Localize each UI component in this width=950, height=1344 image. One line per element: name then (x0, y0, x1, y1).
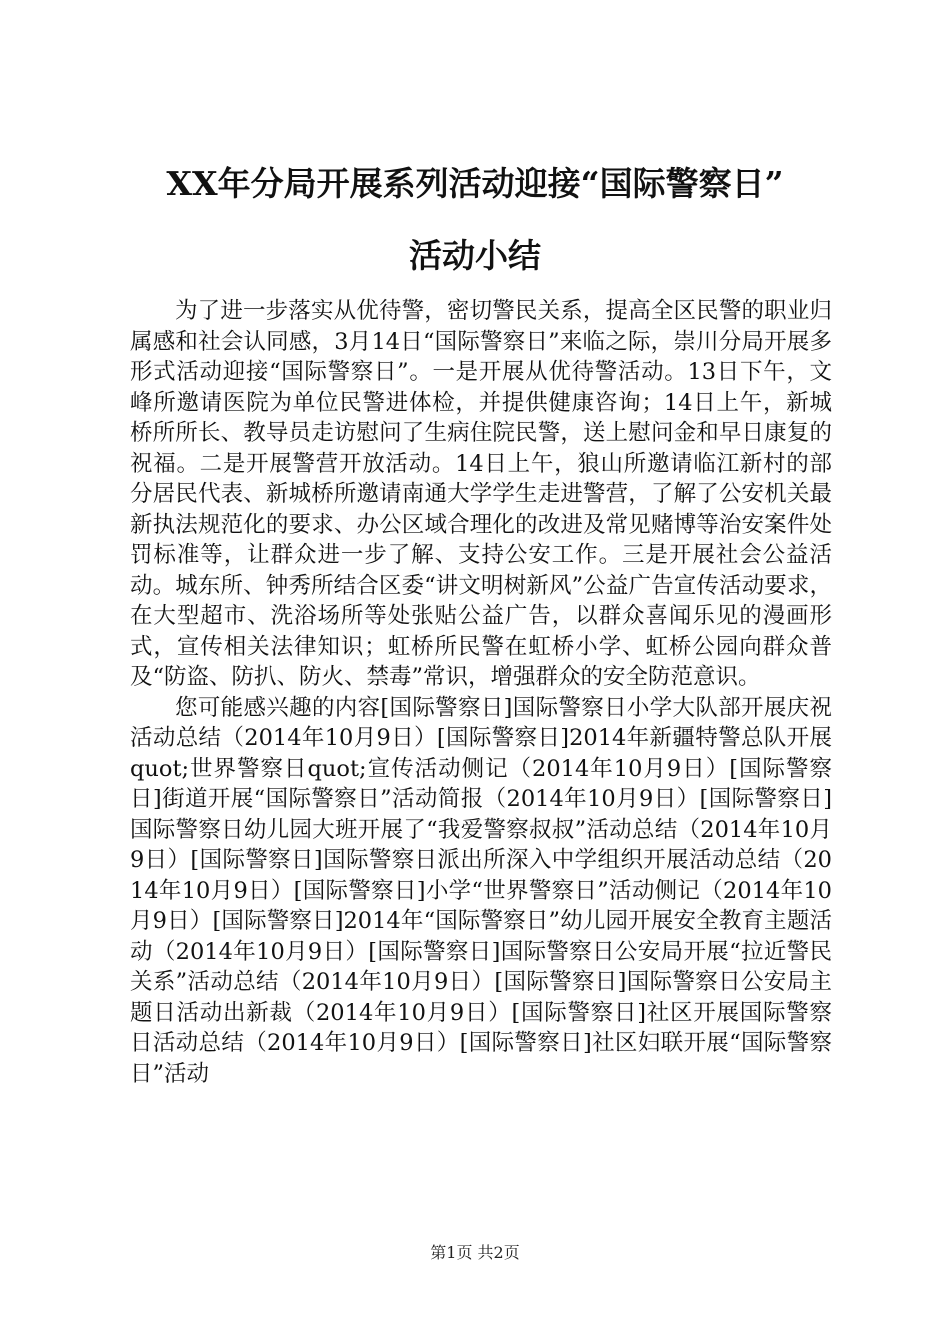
paragraph-2: 您可能感兴趣的内容[国际警察日]国际警察日小学大队部开展庆祝活动总结（2014年10月9日）[国际警察日]2014年新疆特警总队开展quot;世界警察日quot;宣传活动侧记（2014年10月9日）[国际警察日]街道开展“国际警察日”活动简报（2014年10月9日）[国际警察日]国际警察日幼儿园大班开展了“我爱警察叔叔”活动总结（2014年10月9日）[国际警察日]国际警察日派出所深入中学组织开展活动总结（2014年10月9日）[国际警察日]小学“世界警察日”活动侧记（2014年10月9日）[国际警察日]2014年“国际警察日”幼儿园开展安全教育主题活动（2014年10月9日）[国际警察日]国际警察日公安局开展“拉近警民关系”活动总结（2014年10月9日）[国际警察日]国际警察日公安局主题日活动出新裁（2014年10月9日）[国际警察日]社区开展国际警察日活动总结（2014年10月9日）[国际警察日]社区妇联开展“国际警察日”活动 (130, 694, 832, 1087)
page-footer: 第1页 共2页 (430, 1243, 520, 1262)
document-body (130, 296, 832, 1089)
document-title-line1: XX年分局开展系列活动迎接“国际警察日” (166, 164, 784, 203)
document-title-line2: 活动小结 (409, 236, 541, 275)
paragraph-1: 为了进一步落实从优待警，密切警民关系，提高全区民警的职业归属感和社会认同感，3月14日“国际警察日”来临之际，崇川分局开展多形式活动迎接“国际警察日”。一是开展从优待警活动。13日下午，文峰所邀请医院为单位民警进体检，并提供健康咨询；14日上午，新城桥所所长、教导员走访慰问了生病住院民警，送上慰问金和早日康复的祝福。二是开展警营开放活动。14日上午，狼山所邀请临江新村的部分居民代表、新城桥所邀请南通大学学生走进警营，了解了公安机关最新执法规范化的要求、办公区域合理化的改进及常见赌博等治安案件处罚标准等，让群众进一步了解、支持公安工作。三是开展社会公益活动。城东所、钟秀所结合区委“讲文明树新风”公益广告宣传活动要求，在大型超市、洗浴场所等处张贴公益广告，以群众喜闻乐见的漫画形式，宣传相关法律知识；虹桥所民警在虹桥小学、虹桥公园向群众普及“防盗、防扒、防火、禁毒”常识，增强群众的安全防范意识。 (130, 298, 832, 690)
